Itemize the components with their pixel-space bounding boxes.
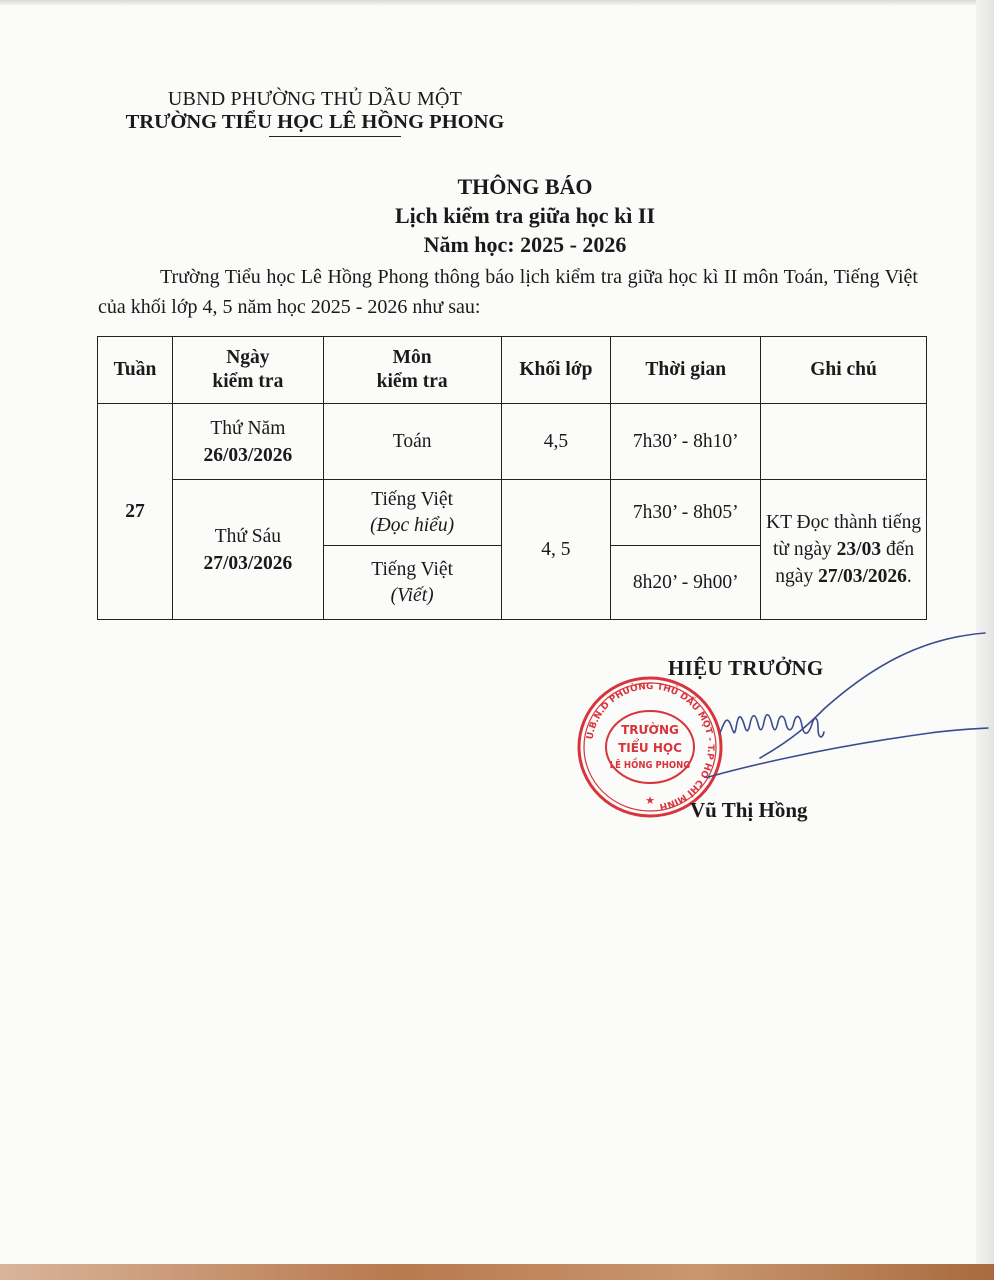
school-name: TRƯỜNG TIỂU HỌC LÊ HỒNG PHONG	[125, 111, 505, 133]
grade-cell: 4,5	[501, 404, 611, 480]
time-cell: 7h30’ - 8h05’	[611, 480, 761, 546]
school-year: Năm học: 2025 - 2026	[423, 232, 627, 257]
table-row	[98, 404, 927, 480]
header-note: Ghi chú	[761, 337, 927, 404]
principal-signature	[700, 628, 990, 778]
signer-name: Vũ Thị Hồng	[690, 798, 808, 822]
intro-paragraph	[98, 262, 918, 322]
notice-heading: THÔNG BÁO	[457, 174, 593, 199]
signer-role: HIỆU TRƯỞNG	[668, 656, 824, 680]
grade-cell: 4, 5	[501, 480, 611, 620]
note-cell	[761, 404, 927, 480]
time-cell: 8h20’ - 9h00’	[611, 546, 761, 620]
header-underline	[269, 136, 401, 137]
header-date: Ngày kiểm tra	[172, 337, 323, 404]
svg-text:TRƯỜNG: TRƯỜNG	[621, 723, 679, 737]
notice-subtitle: Lịch kiểm tra giữa học kì II	[394, 203, 656, 228]
intro-text: Trường Tiểu học Lê Hồng Phong thông báo lịch kiểm tra giữa học kì II môn Toán, Tiếng Việt của khối lớp 4, 5 năm học 2025 - 2026 như sau:	[98, 266, 918, 318]
svg-text:TIỂU HỌC: TIỂU HỌC	[618, 741, 682, 755]
document-header	[80, 88, 550, 137]
svg-text:★: ★	[645, 795, 655, 807]
table-row	[98, 480, 927, 546]
exam-schedule-table	[97, 336, 927, 620]
header-week: Tuần	[98, 337, 173, 404]
scan-top-edge	[0, 0, 994, 6]
date-cell: Thứ Năm 26/03/2026	[172, 404, 323, 480]
notice-title	[200, 172, 850, 259]
header-grade: Khối lớp	[501, 337, 611, 404]
date-cell: Thứ Sáu 27/03/2026	[172, 480, 323, 620]
svg-text:U.B.N.D PHƯỜNG THỦ DẦU MỘT - T: U.B.N.D PHƯỜNG THỦ DẦU MỘT - T.P HỒ CHÍ MINH	[585, 681, 716, 812]
header-time: Thời gian	[611, 337, 761, 404]
week-cell: 27	[98, 404, 173, 620]
authority-name: UBND PHƯỜNG THỦ DẦU MỘT	[167, 88, 463, 110]
subject-cell: Tiếng Việt (Đọc hiểu)	[323, 480, 501, 546]
time-cell: 7h30’ - 8h10’	[611, 404, 761, 480]
scan-bottom-edge	[0, 1264, 994, 1280]
table-header-row	[98, 337, 927, 404]
subject-cell: Toán	[323, 404, 501, 480]
svg-text:LÊ HỒNG PHONG: LÊ HỒNG PHONG	[609, 760, 691, 771]
header-subject: Môn kiểm tra	[323, 337, 501, 404]
subject-cell: Tiếng Việt (Viết)	[323, 546, 501, 620]
note-cell: KT Đọc thành tiếng từ ngày 23/03 đến ngày 27/03/2026.	[761, 480, 927, 620]
